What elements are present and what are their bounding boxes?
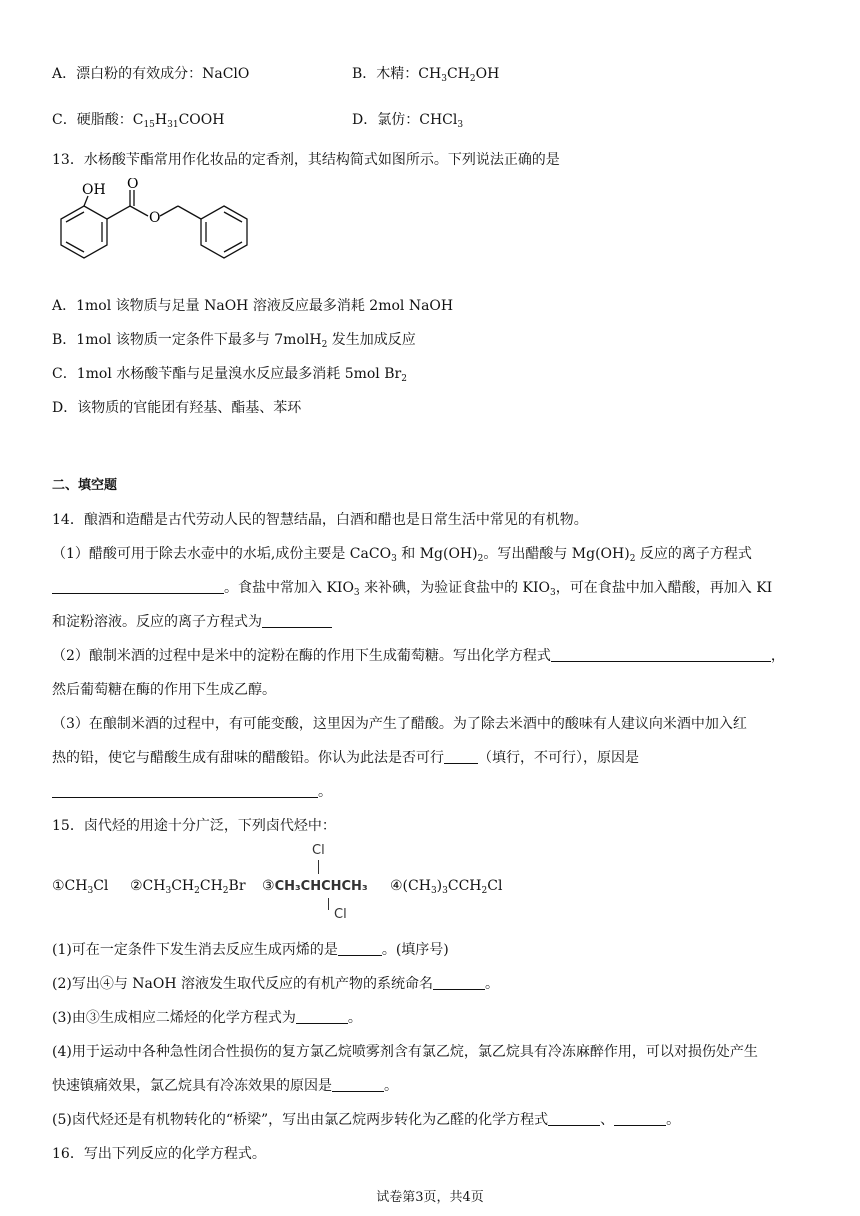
q15-compound-1: $①CH_3Cl$ bbox=[52, 878, 109, 896]
q13-option-d: D．该物质的官能团有羟基、酯基、苯环 bbox=[52, 400, 302, 416]
q14-stem: 14．酿酒和造醋是古代劳动人民的智慧结晶，白酒和醋也是日常生活中常见的有机物。 bbox=[52, 512, 588, 528]
q13-stem: 13．水杨酸苄酯常用作化妆品的定香剂，其结构简式如图所示。下列说法正确的是 bbox=[52, 152, 560, 168]
answer-blank[interactable] bbox=[338, 941, 382, 956]
q12-option-d: D．氯仿：CHCl$_3$ bbox=[352, 112, 464, 130]
answer-blank[interactable] bbox=[433, 975, 485, 990]
q14-part3-line2: 热的铅，使它与醋酸生成有甜味的醋酸铅。你认为此法是否可行 （填行，不可行），原因是 bbox=[52, 750, 639, 766]
answer-blank[interactable] bbox=[262, 613, 332, 628]
q15-compound-4: $④(CH_3)_3CCH_2Cl$ bbox=[390, 878, 503, 896]
q15-compound-2: $②CH_3CH_2CH_2Br$ bbox=[130, 878, 246, 896]
page-footer: 试卷第3页，共4页 bbox=[376, 1190, 484, 1205]
q15-compound-3-cl-top: Cl bbox=[312, 843, 325, 858]
q15-part3: (3)由③生成相应二烯烃的化学方程式为 。 bbox=[52, 1010, 362, 1026]
q13-option-c: C．1mol 水杨酸苄酯与足量溴水反应最多消耗 5mol $Br_2$ bbox=[52, 366, 407, 384]
q15-part4-line2: 快速镇痛效果，氯乙烷具有冷冻效果的原因是 。 bbox=[52, 1078, 398, 1094]
q14-part3-line3: 。 bbox=[52, 782, 332, 802]
q14-part1-line1: （1）醋酸可用于除去水壶中的水垢,成份主要是 CaCO$_3$ 和 $Mg(OH)_2$。写出醋酸与 $Mg(OH)_2$ 反应的离子方程式 bbox=[52, 546, 752, 564]
q14-part1-line2: 。食盐中常加入 $KIO_3$ 来补碘，为验证食盐中的 $KIO_3$，可在食盐中加入醋酸，再加入 KI bbox=[52, 578, 772, 603]
benzyl-salicylate-structure bbox=[52, 178, 272, 280]
q15-part5: (5)卤代烃还是有机物转化的“桥梁”，写出由氯乙烷两步转化为乙醛的化学方程式 、 。 bbox=[52, 1112, 681, 1128]
q13-option-b: B．1mol 该物质一定条件下最多与 7molH$_2$ 发生加成反应 bbox=[52, 332, 416, 350]
answer-blank[interactable] bbox=[52, 783, 318, 798]
q15-part1: (1)可在一定条件下发生消去反应生成丙烯的是 。(填序号) bbox=[52, 942, 449, 958]
bond-line bbox=[328, 898, 329, 910]
q16-stem: 16．写出下列反应的化学方程式。 bbox=[52, 1146, 266, 1162]
carbonyl-oxygen-label: O bbox=[127, 178, 139, 192]
q15-compound-3-cl-bottom: Cl bbox=[334, 907, 347, 922]
q12-option-c: C．硬脂酸：$C_{15}H_{31}COOH$ bbox=[52, 112, 225, 130]
bond-line bbox=[318, 860, 319, 874]
q15-part4-line1: (4)用于运动中各种急性闭合性损伤的复方氯乙烷喷雾剂含有氯乙烷，氯乙烷具有冷冻麻醉作用，可以对损伤处产生 bbox=[52, 1044, 758, 1060]
answer-blank[interactable] bbox=[444, 749, 478, 764]
q12-option-a: A．漂白粉的有效成分：NaClO bbox=[52, 66, 250, 82]
answer-blank[interactable] bbox=[332, 1077, 384, 1092]
q15-compound-3: ③CH₃CHCHCH₃ bbox=[262, 878, 368, 894]
q13-option-a: A．1mol 该物质与足量 NaOH 溶液反应最多消耗 2mol NaOH bbox=[52, 298, 454, 314]
section-title: 二、填空题 bbox=[52, 478, 118, 493]
q15-stem: 15．卤代烃的用途十分广泛，下列卤代烃中： bbox=[52, 818, 336, 834]
q12-option-b: B．木精：$CH_3CH_2OH$ bbox=[352, 66, 500, 84]
answer-blank[interactable] bbox=[551, 647, 771, 662]
answer-blank[interactable] bbox=[614, 1111, 666, 1126]
ester-oxygen-label: O bbox=[149, 210, 161, 226]
q14-part1-line3: 和淀粉溶液。反应的离子方程式为 bbox=[52, 612, 332, 632]
answer-blank[interactable] bbox=[548, 1111, 600, 1126]
q14-part2-line2: 然后葡萄糖在酶的作用下生成乙醇。 bbox=[52, 682, 276, 698]
q15-part2: (2)写出④与 NaOH 溶液发生取代反应的有机产物的系统命名 。 bbox=[52, 976, 500, 992]
hydroxyl-label: OH bbox=[82, 182, 106, 198]
q14-part3-line1: （3）在酿制米酒的过程中，有可能变酸，这里因为产生了醋酸。为了除去米酒中的酸味有人建议向米酒中加入红 bbox=[52, 716, 747, 732]
answer-blank[interactable] bbox=[52, 579, 224, 594]
answer-blank[interactable] bbox=[296, 1009, 348, 1024]
q14-part2-line1: （2）酿制米酒的过程中是米中的淀粉在酶的作用下生成葡萄糖。写出化学方程式 ， bbox=[52, 648, 785, 664]
